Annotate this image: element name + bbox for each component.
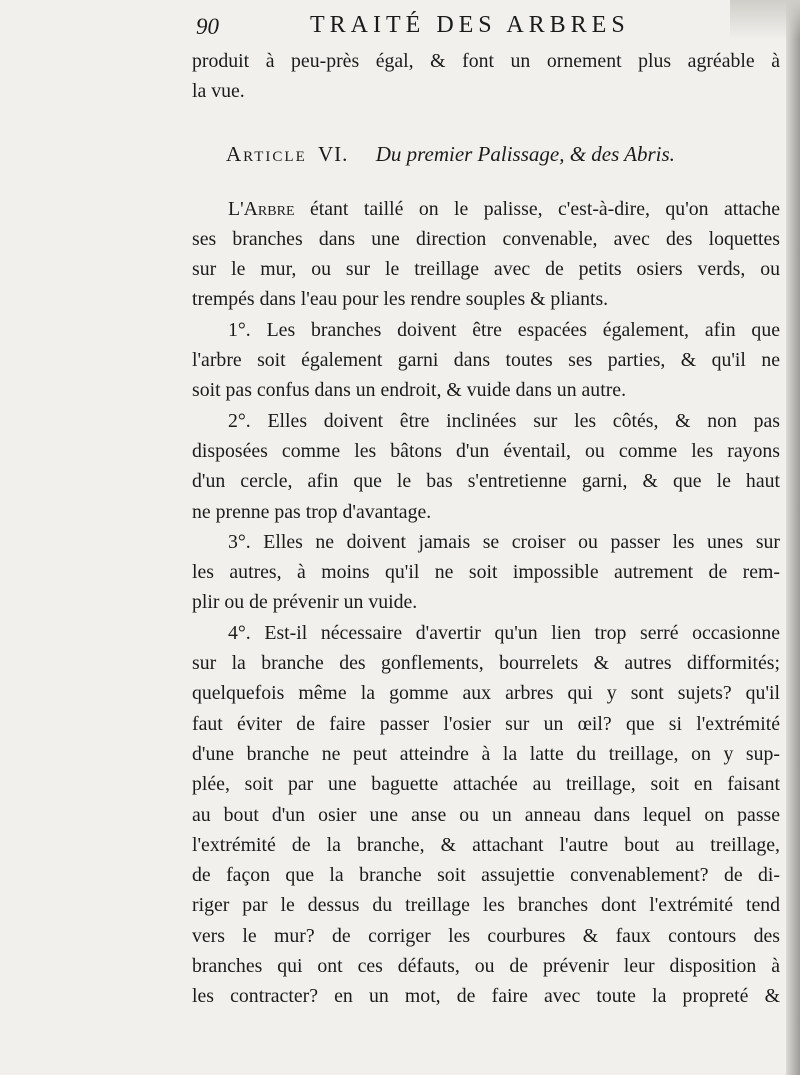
paragraph [192, 406, 780, 527]
text-line: quelquefois même la gomme aux arbres qui y sont sujets? qu'il [192, 682, 780, 705]
text-line: plir ou de prévenir un vuide. [192, 591, 418, 614]
text-line: d'une branche ne peut atteindre à la latte du treillage, on y sup- [192, 742, 780, 765]
text-line: faut éviter de faire passer l'osier sur un œil? que si l'extrémité [192, 712, 780, 735]
text-line: 2°. Elles doivent être inclinées sur les côtés, & non pas [228, 409, 780, 432]
text-line: 4°. Est-il nécessaire d'avertir qu'un lien trop serré occasionne [228, 621, 780, 644]
text-line: de façon que la branche soit assujettie convenablement? de di- [192, 864, 780, 887]
paragraph [192, 315, 780, 406]
article-number: VI. [318, 141, 349, 166]
page-number: 90 [196, 14, 219, 39]
text-line: sur le mur, ou sur le treillage avec de petits osiers verds, ou [192, 258, 780, 281]
paragraph [192, 618, 780, 1012]
text-line: vers le mur? de corriger les courbures & faux contours des [192, 924, 780, 947]
text-line: l'arbre soit également garni dans toutes ses parties, & qu'il ne [192, 349, 780, 372]
running-title: TRAITÉ DES ARBRES [310, 12, 630, 38]
text-line: l'extrémité de la branche, & attachant l'autre bout au treillage, [192, 833, 780, 856]
paragraph [192, 194, 780, 315]
text-line: riger par le dessus du treillage les branches dont l'extrémité tend [192, 894, 780, 917]
lead-word: L'Arbre [228, 197, 295, 220]
page-edge-shadow [786, 0, 800, 1075]
text-line: la vue. [192, 80, 245, 103]
running-header [192, 8, 780, 46]
text-line: les contracter? en un mot, de faire avec toute la propreté & [192, 985, 780, 1008]
book-page [192, 8, 780, 1012]
text-line: sur la branche des gonflements, bourrelets & autres difformités; [192, 652, 780, 675]
article-title: Du premier Palissage, & des Abris. [375, 141, 675, 166]
text-line [192, 194, 780, 224]
paragraph [192, 527, 780, 618]
text-line: branches qui ont ces défauts, ou de prévenir leur disposition à [192, 955, 780, 978]
article-heading [192, 142, 780, 167]
text-line: ses branches dans une direction convenable, avec des loquettes [192, 227, 780, 250]
text-line: au bout d'un osier une anse ou un anneau dans lequel on passe [192, 803, 780, 826]
text-line: plée, soit par une baguette attachée au treillage, soit en faisant [192, 773, 780, 796]
text-line: les autres, à moins qu'il ne soit impossible autrement de rem- [192, 561, 780, 584]
text-line: soit pas confus dans un endroit, & vuide dans un autre. [192, 379, 627, 402]
text-fragment: étant taillé on le palisse, c'est-à-dire, qu'on attache [294, 197, 780, 220]
text-line: trempés dans l'eau pour les rendre souples & pliants. [192, 288, 609, 311]
text-line: 3°. Elles ne doivent jamais se croiser ou passer les unes sur [228, 530, 780, 553]
text-line: d'un cercle, afin que le bas s'entretienne garni, & que le haut [192, 470, 780, 493]
text-line: produit à peu-près égal, & font un ornement plus agréable à [192, 50, 780, 72]
opening-text [192, 46, 780, 107]
text-line: ne prenne pas trop d'avantage. [192, 500, 432, 523]
text-line: disposées comme les bâtons d'un éventail, ou comme les rayons [192, 439, 780, 462]
text-line: 1°. Les branches doivent être espacées également, afin que [228, 318, 780, 341]
article-label: Article [226, 141, 307, 166]
